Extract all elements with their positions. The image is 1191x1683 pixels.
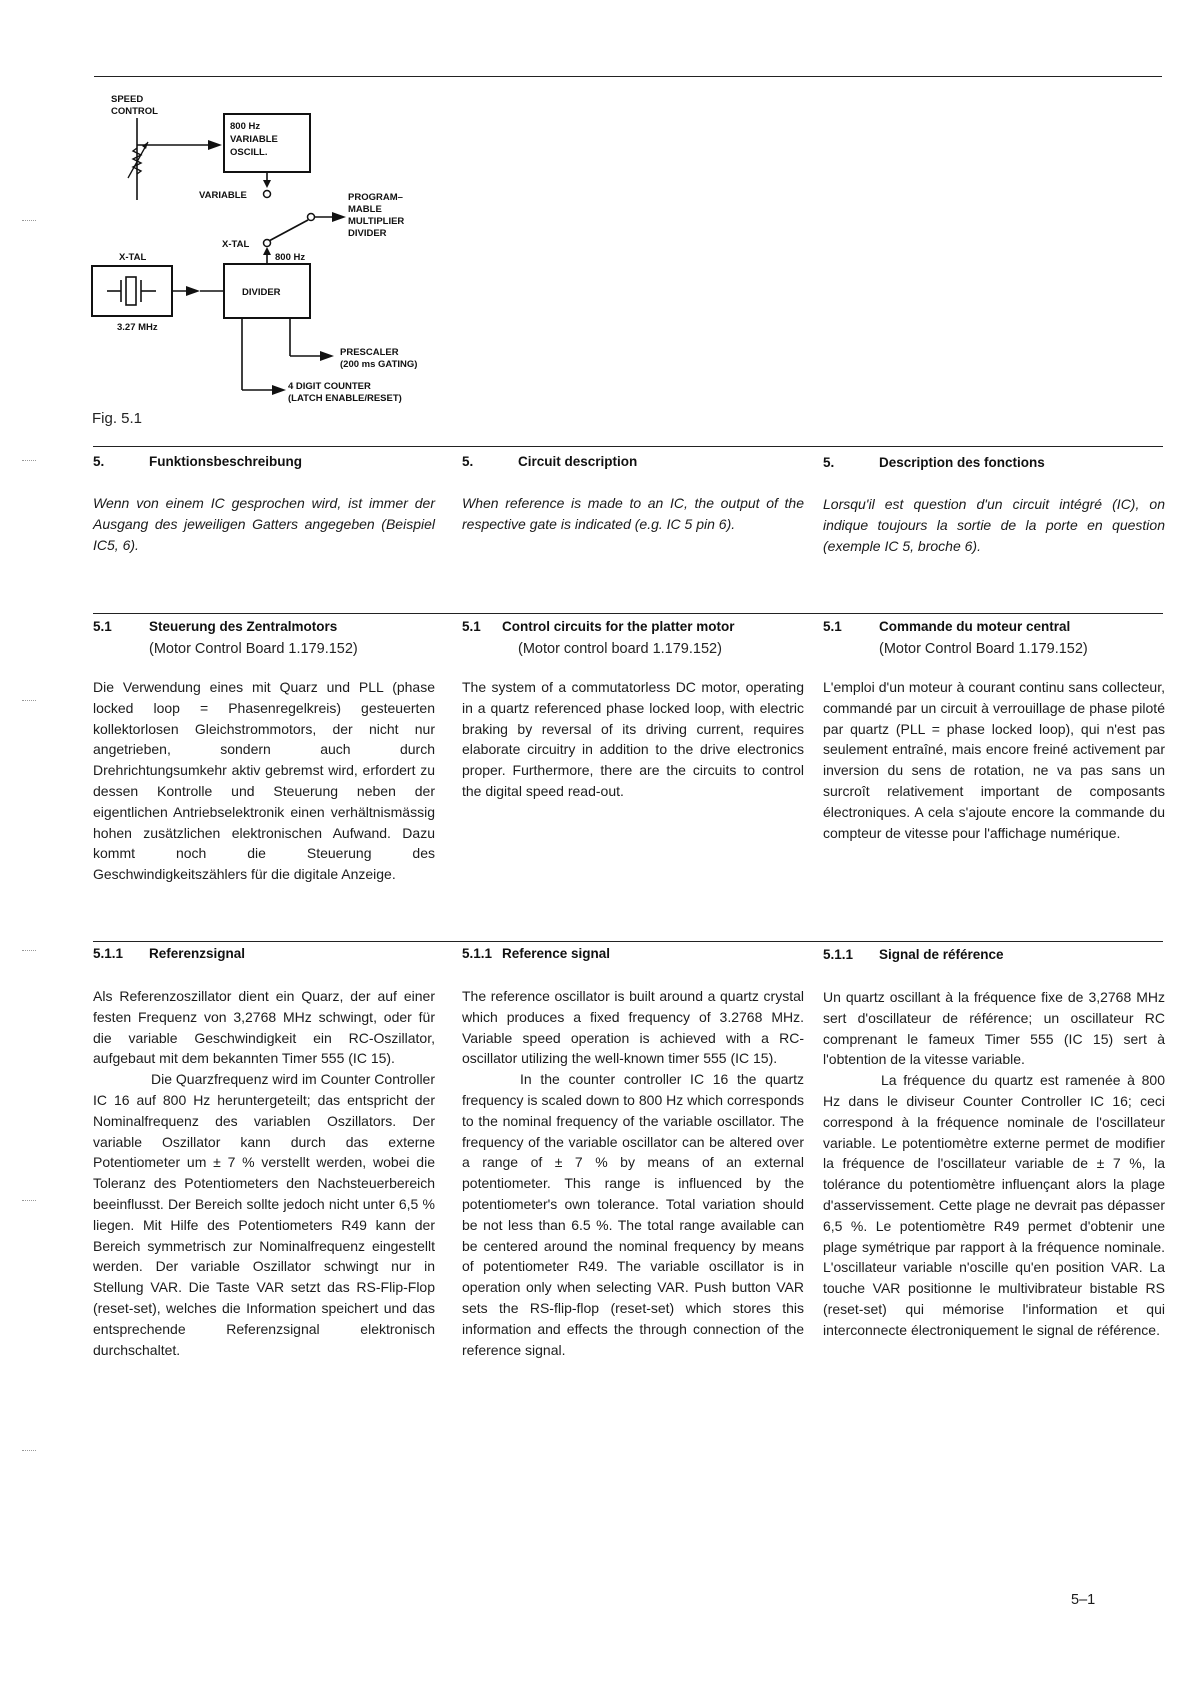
section-intro: When reference is made to an IC, the output of the respective gate is indicated (e.g. IC 5 pin 6). <box>462 495 804 532</box>
paragraph-2: In the counter controller IC 16 the quartz frequency is scaled down to 800 Hz which corresponds to the nominal frequency of the variable oscillator. The frequency of the variable oscillator can be altered over a range of ± 7 % by means of an external potentiometer. This range is influenced by the potentiometer's own tolerance. Total variation should be not less than 6.5 %. The total range available can be centered around the nominal frequency by means of potentiometer R49. The variable oscillator is in operation only when selecting VAR. Push button VAR sets the RS-flip-flop (reset-set) which stores this information and effects the through connection of the reference signal. <box>462 1071 804 1358</box>
section-number: 5. <box>462 454 474 469</box>
oscillator-label-2: VARIABLE <box>230 134 278 145</box>
programmable-label-1: PROGRAM– <box>348 192 403 203</box>
section-title: Signal de référence <box>879 947 1004 962</box>
section-5-de <box>93 454 435 556</box>
section-5-fr <box>823 455 1165 557</box>
section-body: L'emploi d'un moteur à courant continu sans collecteur, commandé par un circuit à verrouillage de phase piloté par quartz (PLL = phase locked loop), qui n'est pas seulement entraîné, mais encore freiné activement par inversion du sens de rotation, ne va pas sans un surcroît relativement important de composants électroniques. A cela s'ajoute encore la commande du compteur de vitesse pour l'affichage numérique. <box>823 679 1165 841</box>
freq-800-label: 800 Hz <box>275 252 306 263</box>
margin-mark <box>22 1450 36 1451</box>
section-title: Steuerung des Zentralmotors <box>149 619 338 634</box>
section-title: Referenzsignal <box>149 946 246 961</box>
counter-label-1: 4 DIGIT COUNTER <box>288 381 371 392</box>
section-5-1-1-fr <box>823 947 1165 1341</box>
section-body: The system of a commutatorless DC motor, operating in a quartz referenced phase locked loop, with electric braking by reversal of its driving current, requires elaborate circuitry in addition to the drive electronics proper. Furthermore, there are the circuits to control the digital speed read-out. <box>462 679 804 799</box>
prescaler-label-1: PRESCALER <box>340 347 399 358</box>
section-title: Description des fonctions <box>879 455 1045 470</box>
board-reference: (Motor Control Board 1.179.152) <box>879 641 1088 657</box>
section-number: 5.1 <box>462 619 481 634</box>
margin-mark <box>22 220 36 221</box>
section-5-en <box>462 454 804 535</box>
board-reference: (Motor control board 1.179.152) <box>518 641 722 657</box>
xtal-switch-label: X-TAL <box>222 239 250 250</box>
programmable-label-2: MABLE <box>348 204 382 215</box>
variable-label: VARIABLE <box>199 190 247 201</box>
section-number: 5.1 <box>823 619 842 634</box>
oscillator-label-3: OSCILL. <box>230 147 268 158</box>
paragraph-1: The reference oscillator is built around a quartz crystal which produces a fixed frequency of 3.2768 MHz. Variable speed operation is achieved with a RC-oscillator utilizing the well-known timer 555 (IC 15). <box>462 988 804 1067</box>
section-5-rule <box>93 446 1163 447</box>
section-intro: Wenn von einem IC gesprochen wird, ist immer der Ausgang des jeweiligen Gatters angegeben (Beispiel IC5, 6). <box>93 495 435 553</box>
margin-mark <box>22 700 36 701</box>
speed-control-label-1: SPEED <box>111 94 144 105</box>
section-number: 5. <box>93 454 105 469</box>
speed-control-label-2: CONTROL <box>111 106 158 117</box>
section-number: 5.1.1 <box>93 946 124 961</box>
section-5-1-en <box>462 619 804 802</box>
top-rule <box>94 76 1162 77</box>
section-title: Funktionsbeschreibung <box>149 454 303 469</box>
section-5-1-rule <box>93 613 1163 614</box>
margin-mark <box>22 950 36 951</box>
figure-caption: Fig. 5.1 <box>92 410 143 427</box>
oscillator-label-1: 800 Hz <box>230 121 261 132</box>
section-5-1-1-en <box>462 946 804 1360</box>
crystal-icon <box>107 277 156 305</box>
section-intro: Lorsqu'il est question d'un circuit intégré (IC), on indique toujours la sortie de la porte en question (exemple IC 5, broche 6). <box>823 496 1165 554</box>
programmable-label-4: DIVIDER <box>348 228 387 239</box>
xtal-label: X-TAL <box>119 252 147 263</box>
section-number: 5.1.1 <box>823 947 854 962</box>
section-number: 5. <box>823 455 835 470</box>
block-diagram <box>90 86 450 426</box>
page-number: 5–1 <box>1071 1592 1096 1608</box>
section-title: Control circuits for the platter motor <box>502 619 735 634</box>
section-5-1-1-rule <box>93 941 1163 942</box>
counter-label-2: (LATCH ENABLE/RESET) <box>288 393 402 404</box>
margin-mark <box>22 1200 36 1201</box>
crystal-freq-label: 3.27 MHz <box>117 322 158 333</box>
section-number: 5.1 <box>93 619 112 634</box>
section-body: Die Verwendung eines mit Quarz und PLL (phase locked loop = Phasenregelkreis) gesteuerten kollektorlosen Gleichstrommotors, der nicht nur angetrieben, sondern auch durch Drehrichtungsumkehr aktiv gebremst wird, erfordert zu dessen Kontrolle und Steuerung neben der eigentlichen Antriebselektronik einen verhältnismässig hohen zusätzlichen elektronischen Aufwand. Dazu kommt noch die Steuerung des Geschwindigkeitszählers für die digitale Anzeige. <box>93 679 435 883</box>
divider-label: DIVIDER <box>242 287 281 298</box>
section-number: 5.1.1 <box>462 946 493 961</box>
paragraph-1: Als Referenzoszillator dient ein Quarz, der auf einer festen Frequenz von 3,2768 MHz schwingt, oder für die variable Geschwindigkeit ein RC-Oszillator, aufgebaut mit dem bekannten Timer 555 (IC 15). <box>93 988 435 1067</box>
paragraph-1: Un quartz oscillant à la fréquence fixe de 3,2768 MHz sert d'oscillateur de référence; un oscillateur RC comprenant le fameux Timer 555 (IC 15) sert à l'obtention de la vitesse variable. <box>823 989 1165 1068</box>
section-title: Commande du moteur central <box>879 619 1071 634</box>
section-title: Circuit description <box>518 454 638 469</box>
margin-mark <box>22 460 36 461</box>
paragraph-2: Die Quarzfrequenz wird im Counter Controller IC 16 auf 800 Hz heruntergeteilt; das entspricht der Nominalfrequenz des variablen Oszillators. Der variable Oszillator kann durch das externe Potentiometer um ± 7 % verstellt werden, wobei die Toleranz des Potentiometers den Nachsteuerbereich beeinflusst. Der Bereich sollte jedoch nicht unter 6,5 % liegen. Mit Hilfe des Potentiometers R49 kann der Bereich symmetrisch zur Nominalfrequenz eingestellt werden. Der variable Oszillator schwingt nur in Stellung VAR. Die Taste VAR setzt das RS-Flip-Flop (reset-set), welches die Information speichert und das entsprechende Referenzsignal elektronisch durchschaltet. <box>93 1071 435 1358</box>
section-5-1-fr <box>823 619 1165 843</box>
paragraph-2: La fréquence du quartz est ramenée à 800 Hz dans le diviseur Counter Controller IC 16; ceci correspond à la fréquence nominale de l'oscillateur variable. Le potentiomètre externe permet de modifier la fréquence de l'oscillateur variable de ± 7 %, la tolérance du potentiomètre influençant alors la plage d'asservissement. Cette plage ne devrait pas dépasser 6,5 %. Le potentiomètre R49 permet d'obtenir une plage symétrique par rapport à la fréquence nominale. L'oscillateur variable n'oscille qu'en position VAR. La touche VAR positionne le multivibrateur bistable RS (reset-set) qui mémorise l'information et qui interconnecte électroniquement le signal de référence. <box>823 1072 1165 1338</box>
section-title: Reference signal <box>502 946 611 961</box>
board-reference: (Motor Control Board 1.179.152) <box>149 641 358 657</box>
programmable-label-3: MULTIPLIER <box>348 216 405 227</box>
section-5-1-1-de <box>93 946 435 1360</box>
prescaler-label-2: (200 ms GATING) <box>340 359 418 370</box>
section-5-1-de <box>93 619 435 885</box>
